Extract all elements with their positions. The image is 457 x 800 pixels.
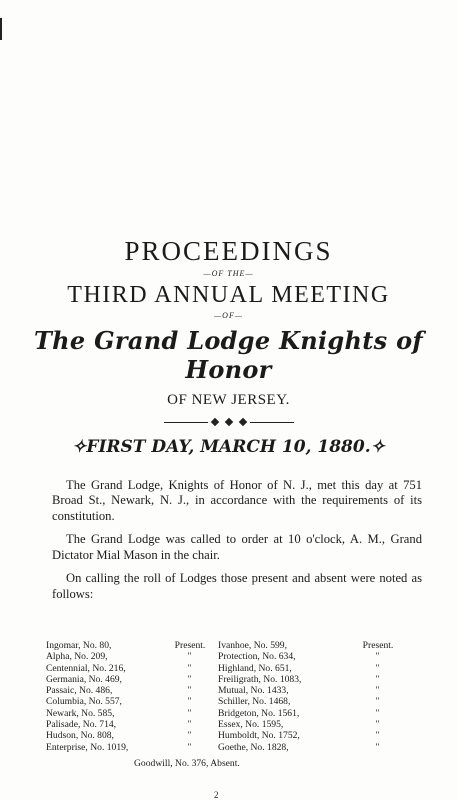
rule-diamond (238, 418, 246, 426)
title-grand-lodge: The Grand Lodge Knights of Honor (33, 326, 424, 384)
roll-status: " (187, 719, 193, 731)
day-heading (0, 437, 457, 457)
roll-row: Columbia, No. 557, (46, 696, 122, 708)
roll-row: Ivanhoe, No. 599, (218, 640, 288, 651)
roll-status: " (375, 707, 381, 719)
roll-status: " (375, 662, 381, 674)
roll-right-status (348, 640, 408, 753)
roll-row: Germania, No. 469, (46, 673, 122, 685)
title-new-jersey: OF NEW JERSEY. (167, 392, 290, 408)
roll-row: Essex, No. 1595, (218, 719, 284, 731)
roll-row: Enterprise, No. 1019, (46, 741, 129, 753)
roll-status: " (187, 741, 193, 753)
rule-line-right (250, 422, 294, 423)
roll-row: Centennial, No. 216, (46, 662, 126, 674)
title-proceedings: PROCEEDINGS (124, 236, 333, 266)
roll-row: Freiligrath, No. 1083, (218, 673, 302, 685)
roll-row: Ingomar, No. 80, (46, 640, 112, 651)
ornament-left-icon: ✧ (72, 437, 87, 457)
body-text (52, 478, 422, 610)
roll-status: " (187, 662, 193, 674)
page-edge-mark (0, 18, 2, 40)
ornamental-rule (164, 419, 294, 425)
roll-status: Present. (362, 640, 394, 651)
roll-right-lodges (218, 640, 348, 753)
roll-status: " (187, 673, 193, 685)
roll-status: " (375, 719, 381, 731)
title-connector-1: —OF THE— (203, 269, 254, 278)
roll-row: Highland, No. 651, (218, 662, 292, 674)
title-block (0, 236, 457, 457)
roll-row: Schiller, No. 1468, (218, 696, 291, 708)
roll-row: Mutual, No. 1433, (218, 685, 289, 697)
roll-status: " (187, 707, 193, 719)
rule-diamond (210, 418, 218, 426)
roll-row: Humboldt, No. 1752, (218, 730, 300, 742)
title-connector-2: —OF— (214, 311, 243, 320)
roll-status: " (375, 741, 381, 753)
roll-footer: Goodwill, No. 376, Absent. (134, 758, 240, 769)
roll-row: Bridgeton, No. 1561, (218, 707, 300, 719)
roll-status: " (187, 685, 193, 697)
title-third-annual-meeting: THIRD ANNUAL MEETING (67, 282, 390, 308)
roll-status: " (375, 651, 381, 663)
page-number: 2 (214, 790, 219, 800)
roll-status: " (375, 696, 381, 708)
roll-row: Newark, No. 585, (46, 707, 115, 719)
roll-row: Alpha, No. 209, (46, 651, 108, 663)
paragraph-2: The Grand Lodge was called to order at 10 o'clock, A. M., Grand Dictator Mial Mason in the chair. (52, 532, 422, 562)
roll-left-lodges (46, 640, 168, 753)
roll-status: Present. (174, 640, 206, 651)
roll-row: Hudson, No. 808, (46, 730, 114, 742)
roll-status: " (375, 673, 381, 685)
roll-status: " (187, 730, 193, 742)
roll-status: " (375, 730, 381, 742)
roll-row: Palisade, No. 714, (46, 719, 117, 731)
roll-left-status (168, 640, 212, 753)
rule-line-left (164, 422, 208, 423)
day-heading-text: FIRST DAY, MARCH 10, 1880. (86, 437, 371, 457)
paragraph-3: On calling the roll of Lodges those present and absent were noted as follows: (52, 571, 422, 601)
roll-row: Protection, No. 634, (218, 651, 296, 663)
roll-status: " (187, 696, 193, 708)
roll-row: Passaic, No. 486, (46, 685, 113, 697)
roll-status: " (187, 651, 193, 663)
roll-status: " (375, 685, 381, 697)
rule-diamond (224, 418, 232, 426)
paragraph-1: The Grand Lodge, Knights of Honor of N. J., met this day at 751 Broad St., Newark, N. J., in accordance with the requirements of its constitution. (52, 478, 422, 523)
ornament-right-icon: ✧ (370, 437, 385, 457)
roll-row: Goethe, No. 1828, (218, 741, 289, 753)
